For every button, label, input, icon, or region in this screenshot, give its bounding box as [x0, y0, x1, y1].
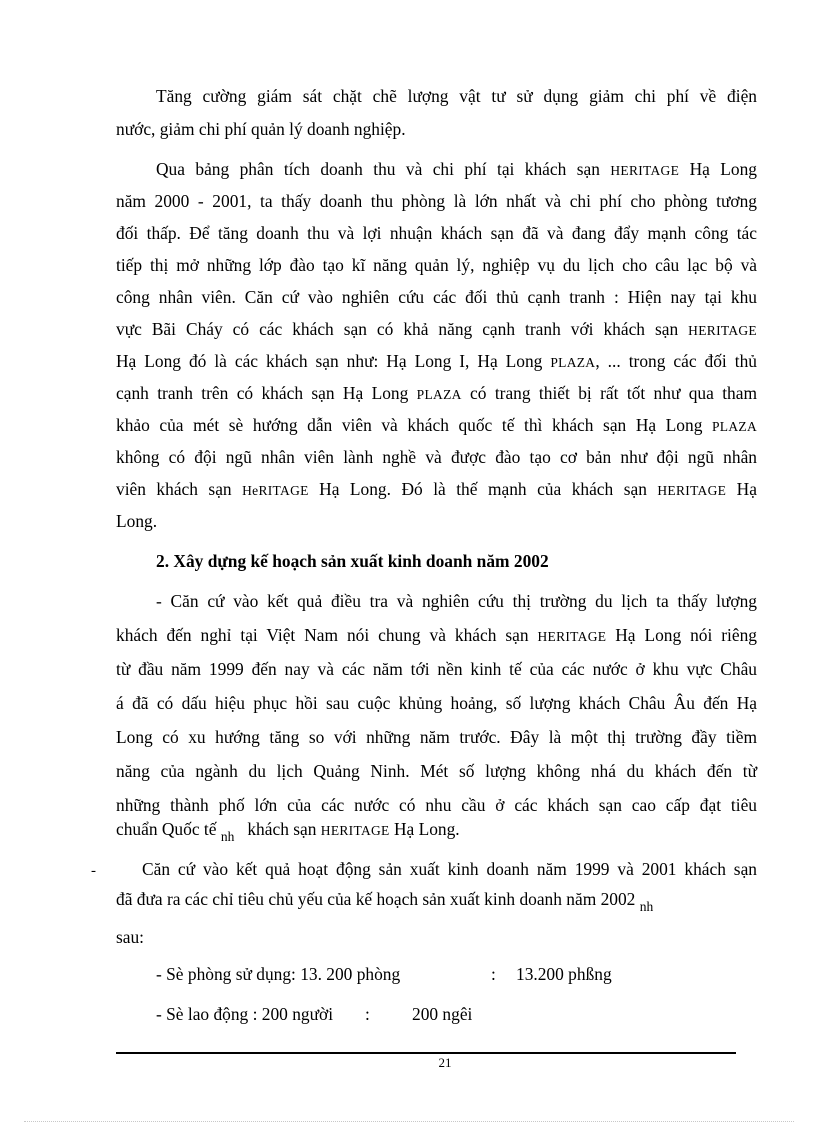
- paragraph-line: không có đội ngũ nhân viên lành nghề và được đào tạo cơ bản như đội ngũ nhân: [116, 447, 757, 467]
- paragraph-line: Căn cứ vào kết quả hoạt động sản xuất kinh doanh năm 1999 và 2001 khách sạn: [142, 859, 757, 879]
- paragraph-line: nước, giảm chi phí quản lý doanh nghiệp.: [116, 119, 406, 139]
- paragraph-line: công nhân viên. Căn cứ vào nghiên cứu các đối thủ cạnh tranh : Hiện nay tại khu: [116, 287, 757, 307]
- page-edge-dotted-line: [24, 1121, 794, 1122]
- paragraph-line: - Căn cứ vào kết quả điều tra và nghiên cứu thị trường du lịch ta thấy lượng: [156, 591, 757, 611]
- paragraph-line: cạnh tranh trên có khách sạn Hạ Long PLAZA có trang thiết bị rất tốt như qua tham: [116, 383, 757, 403]
- paragraph-line: tiếp thị mở những lớp đào tạo kĩ năng quản lý, nghiệp vụ du lịch cho câu lạc bộ và: [116, 255, 757, 275]
- paragraph-line: Qua bảng phân tích doanh thu và chi phí tại khách sạn HERITAGE Hạ Long: [156, 159, 757, 179]
- paragraph-line: từ đầu năm 1999 đến nay và các năm tới nền kinh tế của các nước ở khu vực Châu: [116, 659, 757, 679]
- list-item: - Sè lao động : 200 người : 200 ngêi: [156, 1004, 473, 1024]
- paragraph-line: Tăng cường giám sát chặt chẽ lượng vật tư sử dụng giảm chi phí về điện: [156, 86, 757, 106]
- paragraph-line: á đã có dấu hiệu phục hồi sau cuộc khủng hoảng, số lượng khách Châu Âu đến Hạ: [116, 693, 757, 713]
- paragraph-line: năng của ngành du lịch Quảng Ninh. Mét số lượng không nhá du khách đến từ: [116, 761, 757, 781]
- paragraph-line: khảo của mét sè hướng dẫn viên và khách quốc tế thì khách sạn Hạ Long PLAZA: [116, 415, 757, 435]
- section-heading: 2. Xây dựng kế hoạch sản xuất kinh doanh năm 2002: [156, 551, 549, 571]
- paragraph-line: đối thấp. Để tăng doanh thu và lợi nhuận khách sạn đã và đang đẩy mạnh công tác: [116, 223, 757, 243]
- paragraph-line: những thành phố lớn của các nước có nhu cầu ở các khách sạn cao cấp đạt tiêu: [116, 795, 757, 815]
- paragraph-line: đã đưa ra các chỉ tiêu chủ yếu của kế hoạch sản xuất kinh doanh năm 2002 $_{nh}$: [116, 889, 654, 914]
- paragraph-line: sau:: [116, 927, 145, 947]
- list-dash-marker: -: [91, 863, 96, 879]
- paragraph-line: viên khách sạn HeRITAGE Hạ Long. Đó là thế mạnh của khách sạn HERITAGE Hạ: [116, 479, 757, 499]
- page-number: 21: [438, 1055, 452, 1070]
- list-item: - Sè phòng sử dụng: 13. 200 phòng : 13.200 phßng: [156, 964, 612, 984]
- paragraph-line: Hạ Long đó là các khách sạn như: Hạ Long I, Hạ Long PLAZA, ... trong các đối thủ: [116, 351, 757, 371]
- footer-rule: [116, 1052, 736, 1054]
- paragraph-line: Long có xu hướng tăng so với những năm trước. Đây là một thị trường đầy tiềm: [116, 727, 757, 747]
- paragraph-line: chuẩn Quốc tế $_{nh}$ khách sạn HERITAGE Hạ Long.: [116, 819, 460, 844]
- paragraph-line: Long.: [116, 511, 158, 531]
- paragraph-line: vực Bãi Cháy có các khách sạn có khả năng cạnh tranh với khách sạn HERITAGE: [116, 319, 757, 339]
- paragraph-line: khách đến nghỉ tại Việt Nam nói chung và khách sạn HERITAGE Hạ Long nói riêng: [116, 625, 757, 645]
- paragraph-line: năm 2000 - 2001, ta thấy doanh thu phòng là lớn nhất và chi phí cho phòng tương: [116, 191, 757, 211]
